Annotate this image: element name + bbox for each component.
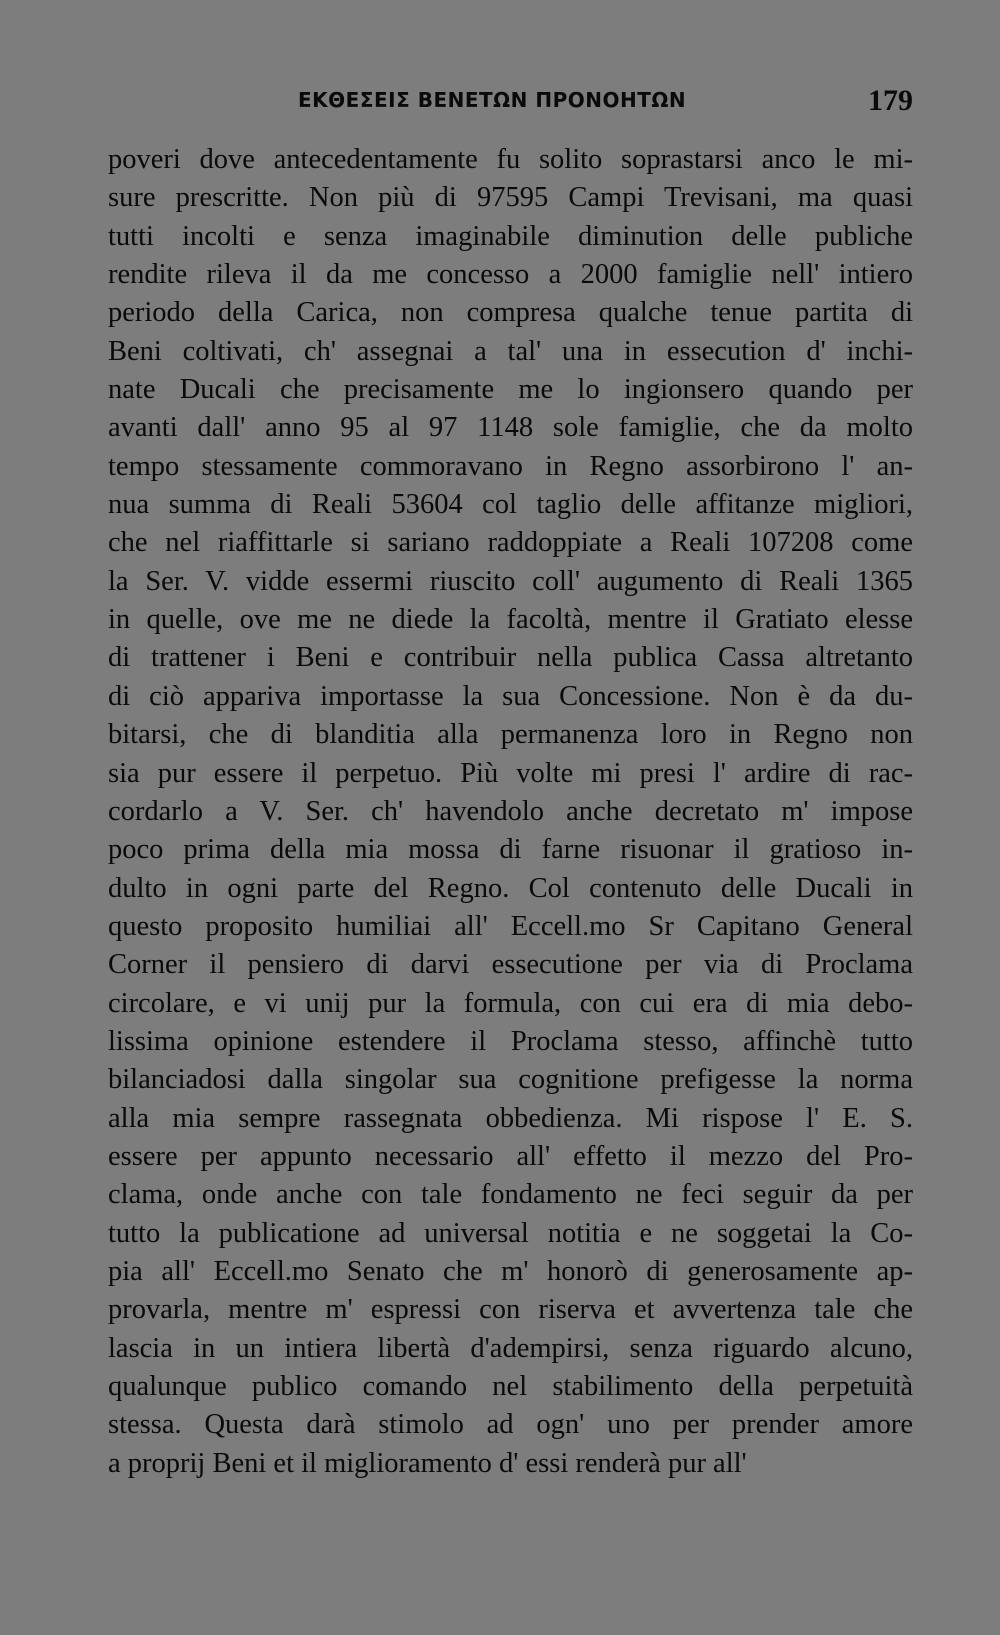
text-line: Beni coltivati, ch' assegnai a tal' una in essecution d' inchi-: [108, 335, 913, 367]
text-line: che nel riaffittarle si sariano raddoppiate a Reali 107208 come: [108, 527, 913, 559]
text-line: avanti dall' anno 95 al 97 1148 sole famiglie, che da molto: [108, 412, 913, 444]
text-line: rendite rileva il da me concesso a 2000 famiglie nell' intiero: [108, 259, 913, 291]
text-line: Corner il pensiero di darvi essecutione per via di Proclama: [108, 949, 913, 981]
text-line: clama, onde anche con tale fondamento ne feci seguir da per: [108, 1179, 913, 1211]
text-line: a proprij Beni et il miglioramento d' essi renderà pur all': [108, 1447, 747, 1479]
text-line: sure prescritte. Non più di 97595 Campi Trevisani, ma quasi: [108, 182, 913, 214]
text-line: tutto la publicatione ad universal notitia e ne soggetai la Co-: [108, 1217, 913, 1249]
text-line: tutti incolti e senza imaginabile diminution delle publiche: [108, 220, 913, 252]
text-line: qualunque publico comando nel stabilimento della perpetuità: [108, 1371, 913, 1402]
text-line: sia pur essere il perpetuo. Più volte mi presi l' ardire di rac-: [108, 757, 913, 789]
page-header: [108, 84, 913, 122]
text-line: stessa. Questa darà stimolo ad ogn' uno per prender amore: [108, 1409, 913, 1441]
page-number: 179: [868, 84, 913, 117]
text-line: alla mia sempre rassegnata obbedienza. Mi rispose l' E. S.: [108, 1102, 913, 1134]
text-line: bilanciadosi dalla singolar sua cognitione prefigesse la norma: [108, 1064, 913, 1096]
text-line: lascia in un intiera libertà d'adempirsi, senza riguardo alcuno,: [108, 1332, 913, 1364]
text-line: periodo della Carica, non compresa qualche tenue partita di: [108, 297, 913, 329]
text-line: essere per appunto necessario all' effetto il mezzo del Pro-: [108, 1140, 913, 1172]
text-line: tempo stessamente commoravano in Regno assorbirono l' an-: [108, 450, 913, 482]
text-line: dulto in ogni parte del Regno. Col contenuto delle Ducali in: [108, 872, 913, 904]
body-text: [108, 141, 913, 1483]
text-line: bitarsi, che di blanditia alla permanenza loro in Regno non: [108, 719, 913, 751]
text-line: nua summa di Reali 53604 col taglio delle affitanze migliori,: [108, 489, 913, 521]
text-line: poco prima della mia mossa di farne risuonar il gratioso in-: [108, 834, 913, 866]
text-line: di trattener i Beni e contribuir nella publica Cassa altretanto: [108, 642, 913, 674]
running-title: ΕΚΘΕΣΕΙΣ ΒΕΝΕΤΩΝ ΠΡΟΝΟΗΤΩΝ: [298, 88, 687, 112]
text-line: questo proposito humiliai all' Eccell.mo Sr Capitano General: [108, 910, 913, 942]
text-line: di ciò appariva importasse la sua Concessione. Non è da du-: [108, 680, 913, 712]
text-line: pia all' Eccell.mo Senato che m' honorò di generosamente ap-: [108, 1255, 913, 1287]
text-line: cordarlo a V. Ser. ch' havendolo anche decretato m' impose: [108, 795, 913, 827]
text-line: circolare, e vi unij pur la formula, con cui era di mia debo-: [108, 987, 913, 1019]
text-line: provarla, mentre m' espressi con riserva et avvertenza tale che: [108, 1294, 913, 1326]
text-line: lissima opinione estendere il Proclama stesso, affinchè tutto: [108, 1025, 913, 1057]
text-line: in quelle, ove me ne diede la facoltà, mentre il Gratiato elesse: [108, 604, 913, 636]
text-line: nate Ducali che precisamente me lo ingionsero quando per: [108, 374, 913, 406]
text-line: la Ser. V. vidde essermi riuscito coll' augumento di Reali 1365: [108, 565, 913, 597]
text-line: poveri dove antecedentamente fu solito soprastarsi anco le mi-: [108, 144, 913, 175]
